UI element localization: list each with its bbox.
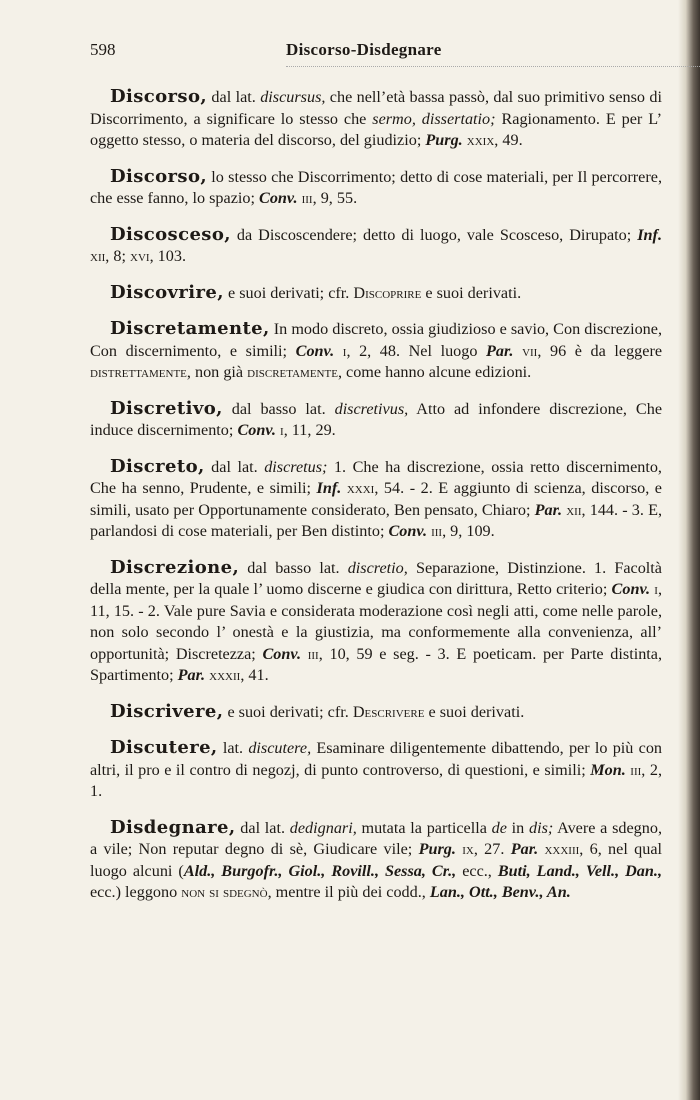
dictionary-entry — [90, 86, 662, 152]
entry-text: e suoi derivati. — [424, 702, 525, 721]
entry-text: xxix — [466, 131, 495, 149]
entry-text: in — [506, 818, 529, 837]
entry-text: sermo, dissertatio; — [372, 109, 496, 128]
entry-text: dal basso lat. — [222, 399, 335, 418]
entry-text: i — [342, 341, 347, 360]
entry-text: dal lat. — [235, 818, 290, 837]
entry-text: , 144. - 3. E, parlandosi di cose materiali, per Ben distinto; — [90, 500, 663, 540]
entry-text: da Discoscendere; detto di luogo, vale Scosceso, Dirupato; — [230, 225, 638, 244]
dictionary-entry — [90, 318, 662, 384]
entry-text: e suoi derivati; cfr. — [223, 702, 353, 721]
entry-text: , 10, 59 e seg. - 3. E poeticam. per Parte distinta, Spartimento; — [90, 644, 663, 684]
header-rule — [286, 66, 700, 67]
entry-text: , 41. — [240, 666, 269, 684]
entry-text — [334, 342, 343, 360]
entry-text: xxxiii — [544, 840, 580, 858]
entry-text: , 9, 109. — [442, 522, 495, 540]
entry-headword: Discreto, — [110, 455, 205, 477]
entry-text: In modo discreto, ossia giudizioso e savio, Con discrezione, Con discernimento, e simili; — [90, 320, 662, 360]
entry-text: dal lat. — [207, 88, 261, 106]
entry-text: 1. Che ha discrezione, ossia retto discernimento, Che ha senno, Prudente, e simili; — [90, 457, 662, 497]
entry-headword: Disdegnare, — [110, 816, 236, 838]
entry-text: Conv. — [262, 644, 302, 663]
entry-text: ecc.) leggono — [90, 883, 182, 901]
entry-text: Inf. — [637, 225, 662, 244]
entry-text: Ald., Burgofr., Giol., Rovill., Sessa, Cr., — [183, 861, 457, 880]
entry-text: xxxii — [209, 666, 241, 684]
entry-text: Esaminare diligentemente dibattendo, per lo più con altri, il pro e il contro di negozj, di punto controverso, di questioni, e simili; — [90, 739, 663, 779]
entry-text: de — [491, 818, 507, 837]
dictionary-entry — [90, 737, 662, 803]
entry-text: ecc., — [456, 861, 498, 880]
entry-text: discretamente — [247, 363, 338, 381]
dictionary-entries — [90, 86, 662, 918]
entry-text: discretivus, — [334, 399, 409, 418]
entry-text: , 8; — [105, 247, 131, 265]
entry-headword: Discrezione, — [110, 556, 240, 578]
entry-text: Conv. — [237, 421, 276, 439]
entry-text: xxxi — [346, 479, 375, 497]
entry-text — [301, 645, 308, 663]
entry-text: , 11, 29. — [283, 421, 336, 439]
entry-text: Purg. — [418, 840, 456, 858]
entry-text: Discoprire — [353, 283, 422, 302]
entry-text: Inf. — [316, 479, 342, 497]
entry-text: , come hanno alcune edizioni. — [337, 363, 532, 381]
entry-text: discretus; — [264, 457, 328, 476]
page-header — [90, 40, 658, 64]
page-number: 598 — [90, 40, 116, 59]
entry-text: dis; — [528, 818, 554, 837]
entry-text: lo stesso che Discorrimento; detto di cose materiali, per Il percorrere, che esse fanno, lo spazio; — [90, 167, 662, 207]
entry-text: dal basso lat. — [239, 558, 348, 577]
dictionary-entry — [90, 456, 662, 543]
entry-text: , 96 è da leggere — [537, 341, 663, 360]
dictionary-entry — [90, 166, 662, 210]
entry-text: iii — [630, 760, 642, 779]
entry-text: discutere, — [248, 739, 312, 757]
entry-headword: Discretivo, — [110, 397, 223, 419]
entry-text: iii — [301, 189, 313, 207]
entry-text: e suoi derivati; cfr. — [223, 283, 354, 302]
entry-text: iii — [307, 644, 319, 663]
entry-headword: Discrivere, — [110, 700, 224, 722]
entry-text: xvi — [130, 247, 150, 265]
entry-text: Mon. — [590, 760, 626, 779]
entry-text: Separazione, Distinzione. 1. Facoltà della mente, per la quale l’ uomo discerne e giudica con dirittura, Retto criterio; — [90, 558, 662, 598]
entry-text: Descrivere — [352, 702, 425, 721]
entry-headword: Discretamente, — [110, 318, 270, 339]
entry-text: Purg. — [425, 131, 463, 149]
entry-text: Par. — [177, 666, 206, 684]
entry-text: Par. — [486, 341, 514, 360]
entry-text: distrettamente — [90, 363, 187, 381]
entry-text: ix — [462, 840, 474, 858]
entry-text: discursus, — [260, 88, 326, 106]
entry-text: Buti, Land., Vell., Dan., — [497, 861, 662, 880]
book-spine-shadow — [678, 0, 700, 1100]
entry-text: dedignari, — [289, 818, 357, 837]
entry-text: , mentre il più dei codd., — [267, 883, 430, 901]
entry-text: lat. — [217, 739, 249, 757]
entry-text: xii — [566, 500, 582, 519]
entry-text: Conv. — [259, 189, 298, 207]
entry-text: , 49. — [494, 131, 523, 149]
entry-text: , 27. — [473, 840, 511, 858]
entry-text: , 9, 55. — [312, 189, 358, 207]
entry-text: discretio, — [347, 558, 408, 577]
entry-text: Lan., Ott., Benv., An. — [429, 883, 571, 901]
entry-text: Avere a sdegno, a vile; Non reputar degno di sè, Giudicare vile; — [90, 818, 662, 858]
entry-headword: Discorso, — [110, 165, 208, 187]
entry-text: , non già — [186, 363, 248, 381]
entry-text — [513, 342, 522, 360]
entry-text: , 54. - 2. E aggiunto di scienza, discorso, e simili, usato per Opportunamente considerato, Ben pensato, Chiaro; — [90, 479, 662, 519]
entry-text: dal lat. — [204, 457, 265, 476]
entry-text: Par. — [534, 500, 563, 519]
dictionary-entry — [90, 282, 662, 305]
dictionary-entry — [90, 398, 662, 442]
entry-text: iii — [431, 522, 443, 540]
dictionary-entry — [90, 557, 662, 687]
entry-text: non si sdegnò — [181, 883, 268, 901]
dictionary-entry — [90, 701, 662, 724]
entry-text: , 11, 15. - 2. Vale pure Savia e considerata moderazione così negli atti, come nelle parole, non solo secondo l’ onestà e la giustizia, ma conformemente alla convenienza, all’ opportunità; Discretezza; — [90, 580, 663, 663]
entry-text: Ragionamento. E per L’ oggetto stesso, o materia del discorso, del giudizio; — [90, 109, 663, 149]
entry-text: Conv. — [611, 580, 651, 598]
entry-text: Par. — [510, 840, 539, 858]
entry-text: i — [280, 421, 284, 439]
entry-text: , 6, nel qual luogo alcuni ( — [90, 840, 662, 880]
running-title: Discorso-Disdegnare — [286, 40, 442, 59]
entry-text: , 2, 48. Nel luogo — [346, 341, 487, 360]
entry-text: Atto ad infondere discrezione, Che induce discernimento; — [90, 399, 663, 439]
entry-headword: Discorso, — [110, 86, 208, 107]
entry-text: Conv. — [388, 522, 428, 540]
entry-headword: Discutere, — [110, 737, 218, 758]
entry-text: mutata la particella — [356, 818, 492, 837]
entry-text: che nell’età bassa passò, dal suo primitivo senso di Discorrimento, a significare lo stesso che — [90, 88, 662, 128]
entry-text: i — [654, 580, 658, 598]
entry-text: vii — [522, 341, 538, 360]
entry-headword: Discovrire, — [110, 281, 224, 303]
entry-headword: Discosceso, — [110, 223, 231, 245]
dictionary-entry — [90, 224, 662, 268]
entry-text: , 2, 1. — [90, 760, 662, 800]
entry-text: , 103. — [149, 247, 186, 265]
entry-text: e suoi derivati. — [421, 283, 522, 302]
dictionary-entry — [90, 817, 662, 904]
entry-text: xii — [90, 247, 106, 265]
entry-text: Conv. — [295, 341, 335, 360]
